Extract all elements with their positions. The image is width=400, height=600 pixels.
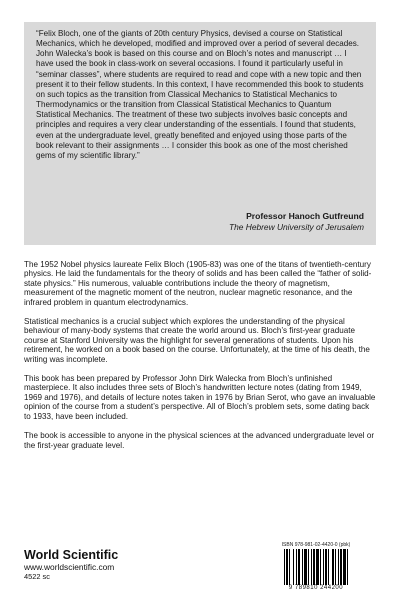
barcode-bars [284,549,377,585]
barcode-stripe [348,549,349,585]
blurb-paragraph: The book is accessible to anyone in the physical sciences at the advanced undergraduate level or the first-year graduate level. [24,431,375,450]
testimonial-quote: “Felix Bloch, one of the giants of 20th century Physics, devised a course on Statistical Mechanics, which he developed, modified and improved over a period of several decades. John Walecka’s book is based on this course and on Bloch’s notes and manuscript … I have used the book in class-work on several occasions. I found it particularly useful in “seminar classes”, where students are required to read and cope with a new topic and then present it to their fellow students. In this context, I have recommended this book to students on such topics as the transition from Classical Mechanics to Statistical Mechanics to Thermodynamics or the transition from Classical Statistical Mechanics to Quantum Statistical Mechanics. The treatment of these two subjects involves basic concepts and principles and requires a very clear understanding of the essentials. I found that students, even at the undergraduate level, greatly benefited and enjoyed using those parts of the book relevant to their assignments … I consider this book as one of the most cherished gems of my scientific library.” [36,29,364,160]
publisher-url: www.worldscientific.com [24,562,115,572]
isbn-text: ISBN 978-981-02-4420-0 (pbk) [281,542,351,548]
attribution-institution: The Hebrew University of Jerusalem [229,222,364,232]
barcode-digits: 9 789810 244200 [288,585,344,591]
attribution-name: Professor Hanoch Gutfreund [246,211,364,221]
blurb-paragraph: Statistical mechanics is a crucial subject which explores the understanding of the physical behaviour of many-body systems that create the world around us. Bloch’s first-year graduate course at Stanford University was the highlight for several generations of students. Upon his retirement, he worked on a book based on the course. Unfortunately, at the time of his death, the writing was incomplete. [24,317,370,364]
publisher-name: World Scientific [24,548,119,562]
catalog-code: 4522 sc [24,572,50,581]
blurb [24,260,376,460]
testimonial-box [24,22,376,245]
barcode [256,542,376,594]
footer [24,542,376,592]
testimonial-attribution [229,211,364,233]
blurb-paragraph: The 1952 Nobel physics laureate Felix Bloch (1905-83) was one of the titans of twentieth-century physics. He laid the fundamentals for the theory of solids and has been called the “father of solid-state physics.” His numerous, valuable contributions include the theory of magnetism, measurement of the magnetic moment of the neutron, nuclear magnetic resonance, and the infrared problem in quantum electrodynamics. [24,260,372,307]
blurb-paragraph: This book has been prepared by Professor John Dirk Walecka from Bloch’s unfinished masterpiece. It also includes three sets of Bloch’s handwritten lecture notes (dating from 1949, 1969 and 1976), and details of lecture notes taken in 1976 by Brian Serot, who gave an invaluable opinion of the course from a student’s perspective. All of Bloch’s problem sets, some dating back to 1933, have been included. [24,374,376,421]
